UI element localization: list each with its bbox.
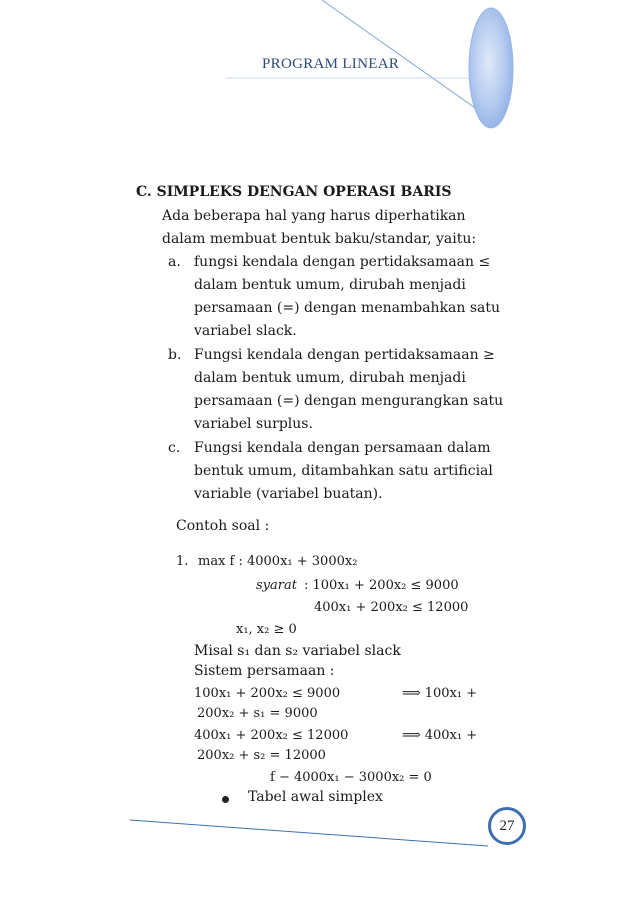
equation-1-continuation: 200x₂ + s₁ = 9000 [197,706,318,721]
item-c-line-1: Fungsi kendala dengan persamaan dalam [194,440,491,456]
item-c-line-3: variable (variabel buatan). [194,486,383,502]
constraint-label: syarat [256,578,297,593]
item-a-line-1: fungsi kendala dengan pertidaksamaan ≤ [194,254,491,270]
objective-function: max f : 4000x₁ + 3000x₂ [198,554,358,569]
bullet-icon [222,796,229,803]
item-a-line-3: persamaan (=) dengan menambahkan satu [194,300,501,316]
item-b-line-4: variabel surplus. [194,416,313,432]
item-a-line-4: variabel slack. [194,323,297,339]
header-diagonal-line [322,0,478,110]
example-label: Contoh soal : [176,518,270,534]
item-a-marker: a. [168,254,181,270]
objective-equation: f − 4000x₁ − 3000x₂ = 0 [270,770,432,785]
problem-number: 1. [176,554,189,569]
equation-2-right: ⟹ 400x₁ + [402,728,478,743]
section-title: C. SIMPLEKS DENGAN OPERASI BARIS [136,184,452,200]
header-title: PROGRAM LINEAR [262,56,400,72]
equation-2-continuation: 200x₂ + s₂ = 12000 [197,748,326,763]
intro-line-1: Ada beberapa hal yang harus diperhatikan [162,208,466,224]
equation-1-right: ⟹ 100x₁ + [402,686,478,701]
constraint-1: : 100x₁ + 200x₂ ≤ 9000 [304,578,459,593]
equation-2-left: 400x₁ + 200x₂ ≤ 12000 [194,728,349,743]
item-b-line-1: Fungsi kendala dengan pertidaksamaan ≥ [194,347,495,363]
system-label: Sistem persamaan : [194,663,335,679]
bullet-text: Tabel awal simplex [248,789,383,805]
item-b-line-2: dalam bentuk umum, dirubah menjadi [194,370,466,386]
item-c-line-2: bentuk umum, ditambahkan satu artificial [194,463,493,479]
equation-1-left: 100x₁ + 200x₂ ≤ 9000 [194,686,341,701]
item-b-marker: b. [168,347,182,363]
item-c-marker: c. [168,440,181,456]
slack-note: Misal s₁ dan s₂ variabel slack [194,643,401,659]
item-b-line-3: persamaan (=) dengan mengurangkan satu [194,393,504,409]
footer-line [130,820,488,846]
intro-line-2: dalam membuat bentuk baku/standar, yaitu: [162,231,477,247]
page-number: 27 [488,807,526,845]
nonnegativity-constraint: x₁, x₂ ≥ 0 [236,622,297,637]
constraint-2: 400x₁ + 200x₂ ≤ 12000 [314,600,469,615]
header-oval-decoration [469,8,513,128]
item-a-line-2: dalam bentuk umum, dirubah menjadi [194,277,466,293]
